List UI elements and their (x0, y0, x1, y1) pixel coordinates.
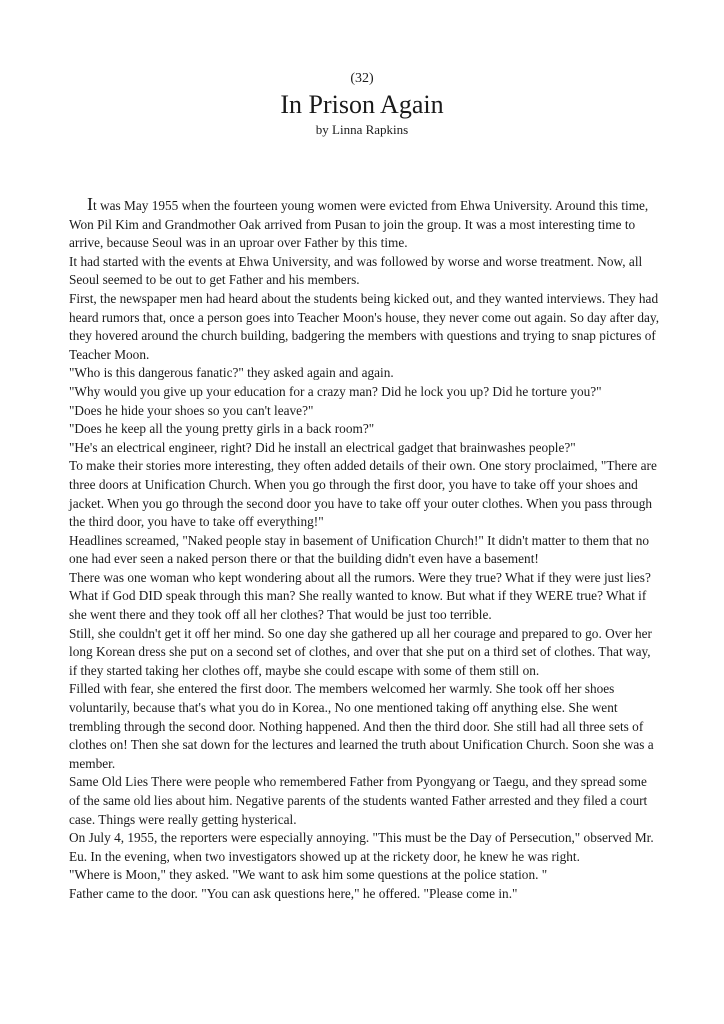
paragraph: On July 4, 1955, the reporters were especially annoying. "This must be the Day of Persecution," observed Mr. Eu. In the evening, when two investigators showed up at the rickety door, he knew he was right. (69, 830, 654, 864)
paragraph: Still, she couldn't get it off her mind. So one day she gathered up all her courage and prepared to go. Over her long Korean dress she put on a second set of clothes, and over that she put on a third set of clothes. That way, if they started taking her clothes off, maybe she could escape with some of them still on. (69, 625, 652, 678)
paragraph: There was one woman who kept wondering about all the rumors. Were they true? What if they were just lies? What if God DID speak through this man? She really wanted to know. But what if they WERE true? What if she went there and they took off all her clothes? That would be just too terrible. (69, 569, 651, 623)
paragraph: To make their stories more interesting, they often added details of their own. One story proclaimed, "There are three doors at Unification Church. When you go through the first door, you have to take off your shoes and jacket. When you go through the second door you have to take off your outer clothes. When you pass through the third door, you have to take off everything!" (69, 458, 657, 530)
paragraph: It had started with the events at Ehwa University, and was followed by worse and worse treatment. Now, all Seoul seemed to be out to get Father and his members. (69, 253, 643, 288)
author-byline: by Linna Rapkins (315, 122, 409, 137)
drop-cap: I (87, 194, 93, 214)
paragraph: Filled with fear, she entered the first door. The members welcomed her warmly. She took off her shoes voluntarily, because that's what you do in Korea., No one mentioned taking off anything else. She went trembling through the second door. Nothing happened. And then the third door. She still had all three sets of clothes on! Then she sat down for the lectures and learned the truth about Unification Church. Soon she was a member. (69, 681, 654, 771)
paragraph: "Where is Moon," they asked. "We want to ask him some questions at the police station. " (69, 867, 548, 883)
paragraph: First, the newspaper men had heard about the students being kicked out, and they wanted interviews. They had heard rumors that, once a person goes into Teacher Moon's house, they never come out again. So day after day, they hovered around the church building, badgering the members with questions and trying to snap pictures of Teacher Moon. (69, 290, 660, 362)
paragraph: "He's an electrical engineer, right? Did he install an electrical gadget that brainwashes people?" (69, 439, 576, 455)
opening-paragraph (69, 194, 661, 253)
page-header (0, 70, 724, 138)
paragraph: Father came to the door. "You can ask questions here," he offered. "Please come in." (69, 885, 518, 901)
opening-paragraph-text: t was May 1955 when the fourteen young women were evicted from Ehwa University. Around this time, Won Pil Kim and Grandmother Oak arrived from Pusan to join the group. It was a most interesting time to arrive, because Seoul was in an uproar over Father by this time. (69, 198, 649, 251)
paragraph: "Who is this dangerous fanatic?" they asked again and again. (69, 365, 394, 381)
paragraph: "Why would you give up your education for a crazy man? Did he lock you up? Did he torture you?" (69, 383, 602, 399)
chapter-number: (32) (350, 71, 374, 86)
paragraph: "Does he hide your shoes so you can't leave?" (69, 402, 314, 418)
paragraph: Same Old Lies There were people who remembered Father from Pyongyang or Taegu, and they spread some of the same old lies about him. Negative parents of the students wanted Father arrested and they filed a court case. Things were really getting hysterical. (69, 774, 648, 827)
paragraph: "Does he keep all the young pretty girls in a back room?" (69, 421, 375, 437)
story-body (69, 194, 661, 904)
paragraph: Headlines screamed, "Naked people stay in basement of Unification Church!" It didn't matter to them that no one had ever seen a naked person there or that the building didn't even have a basement! (69, 532, 650, 567)
page-title: In Prison Again (280, 90, 444, 119)
